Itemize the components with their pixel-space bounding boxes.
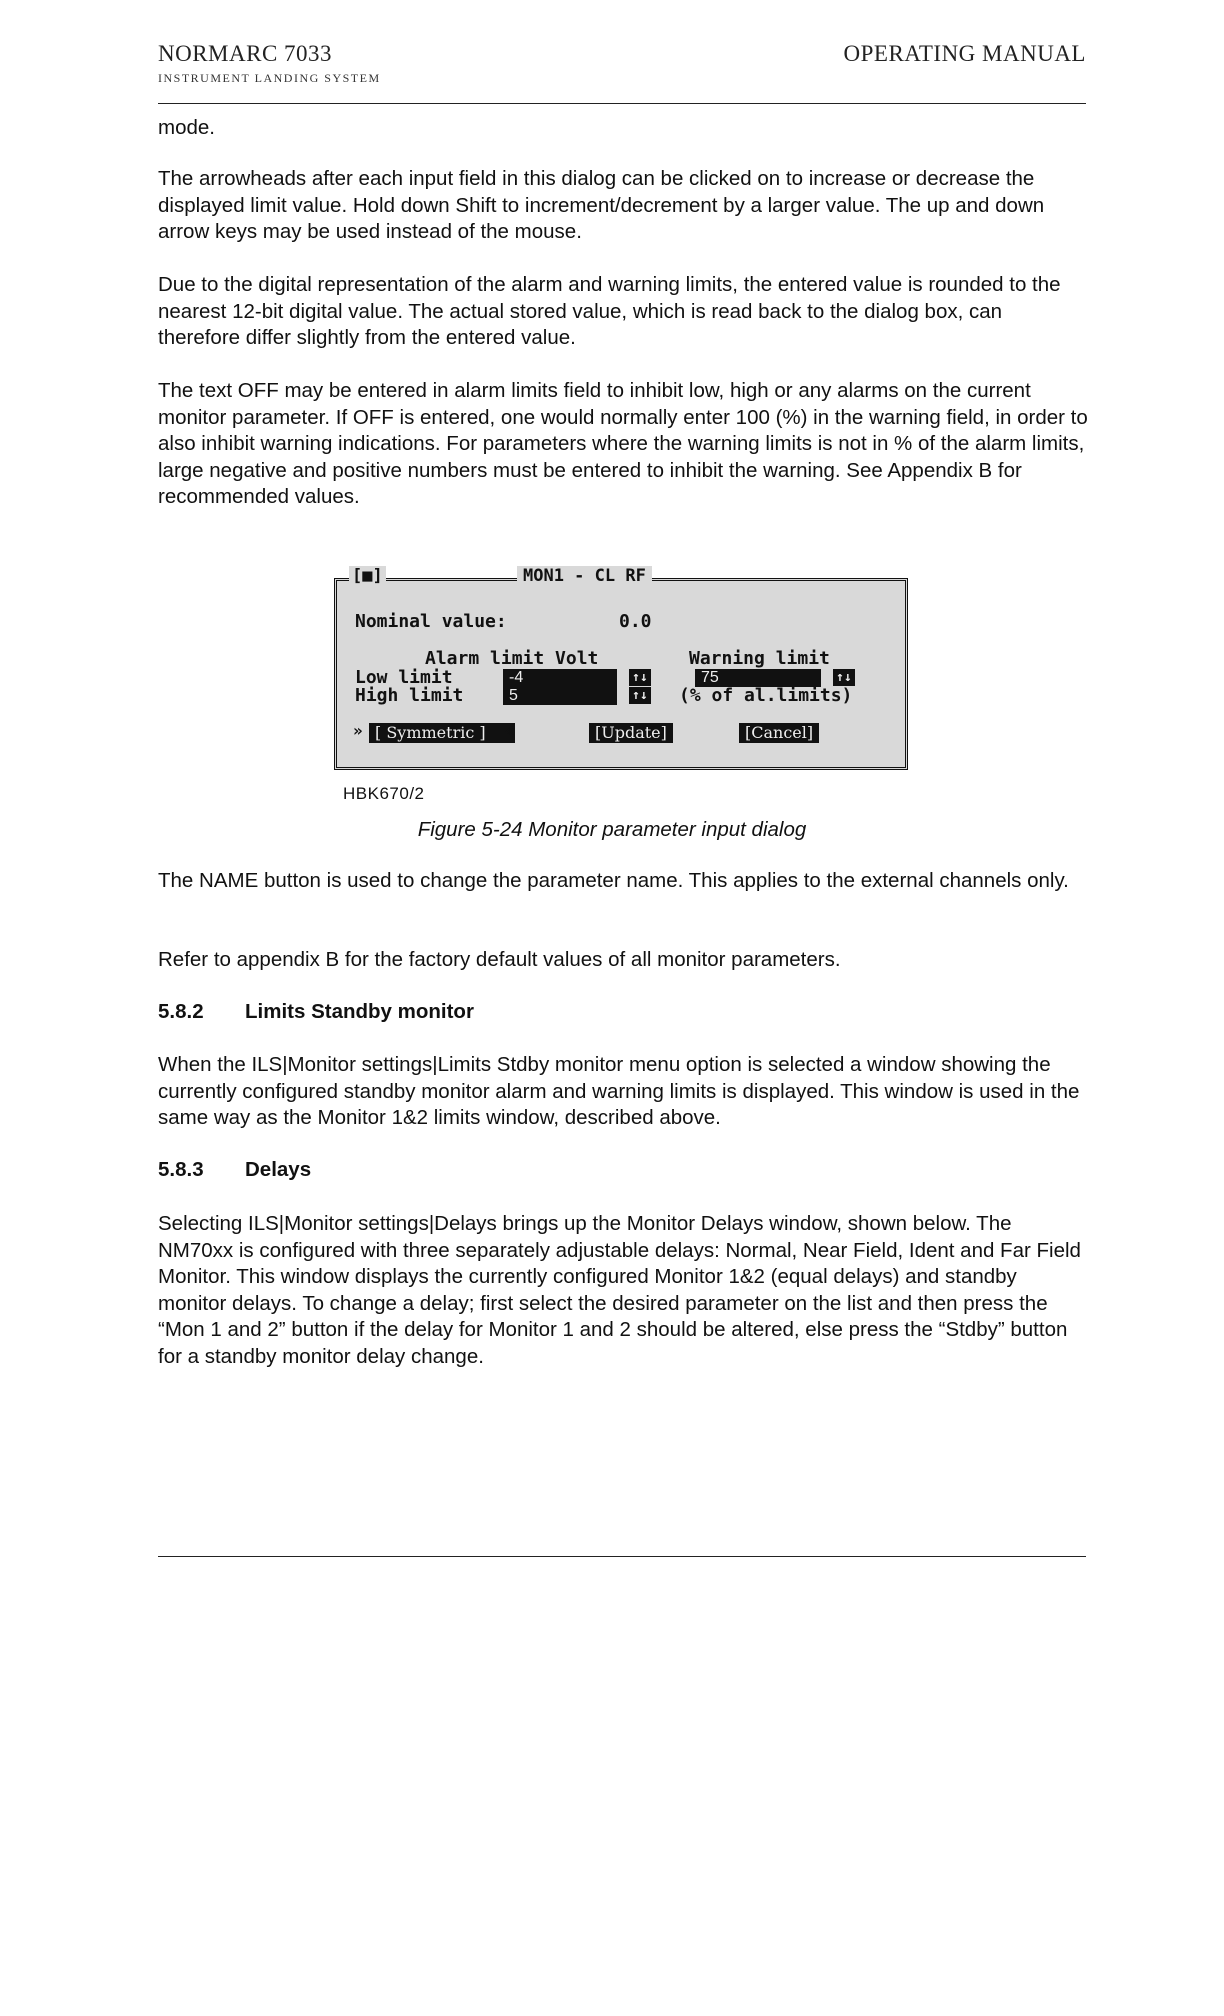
paragraph-delays: Selecting ILS|Monitor settings|Delays brings up the Monitor Delays window, shown below. The NM70xx is configured with three separately adjustable delays: Normal, Near Field, Ident and Far Field Monitor. This window displays the currently configured Monitor 1&2 (equal delays) and standby monitor delays. To change a delay; first select the desired parameter on the list and then press the “Mon 1 and 2” button if the delay for Monitor 1 and 2 should be altered, else press the “Stdby” button for a standby monitor delay change. <box>158 1212 1081 1368</box>
focus-marker-left: » <box>353 721 363 740</box>
warning-limit-heading: Warning limit <box>689 648 830 669</box>
figure-code: HBK670/2 <box>343 784 425 803</box>
header-rule <box>158 103 1086 104</box>
paragraph-arrowheads: The arrowheads after each input field in this dialog can be clicked on to increase or decrease the displayed limit value. Hold down Shift to increment/decrement by a larger value. The up and down arrow keys may be used instead of the mouse. <box>158 167 1045 243</box>
monitor-parameter-dialog <box>334 566 908 770</box>
paragraph-digital-representation: Due to the digital representation of the alarm and warning limits, the entered value is rounded to the nearest 12-bit digital value. The actual stored value, which is read back to the dialog box, can therefore differ slightly from the entered value. <box>158 273 1061 349</box>
system-name: INSTRUMENT LANDING SYSTEM <box>158 71 381 85</box>
paragraph-standby-limits: When the ILS|Monitor settings|Limits Stdby monitor menu option is selected a window showing the currently configured standby monitor alarm and warning limits is displayed. This window is used in the same way as the Monitor 1&2 limits window, described above. <box>158 1053 1080 1129</box>
low-limit-label: Low limit <box>355 667 453 688</box>
manual-title: OPERATING MANUAL <box>843 41 1086 66</box>
section-number: 5.8.3 <box>158 1158 204 1181</box>
dialog-close-button[interactable]: [■] <box>349 566 386 586</box>
footer-rule <box>158 1556 1086 1557</box>
running-header-left <box>158 41 381 86</box>
warning-limit-field[interactable]: 75 <box>695 669 821 687</box>
section-heading-583 <box>158 1158 311 1182</box>
high-limit-field[interactable]: 5 <box>503 687 617 705</box>
product-name: NORMARC 7033 <box>158 41 333 66</box>
warning-limit-spin-icon[interactable]: ↑↓ <box>833 669 855 686</box>
paragraph-off-text: The text OFF may be entered in alarm limits field to inhibit low, high or any alarms on the current monitor parameter. If OFF is entered, one would normally enter 100 (%) in the warning field, in order to also inhibit warning indications. For parameters where the warning limits is not in % of the alarm limits, large negative and positive numbers must be entered to inhibit the warning. See Appendix B for recommended values. <box>158 379 1088 508</box>
dialog-title-bar <box>341 566 901 588</box>
section-heading-582 <box>158 1000 474 1024</box>
update-button[interactable]: [Update] <box>589 723 673 743</box>
symmetric-button[interactable]: [ Symmetric ] <box>369 723 515 743</box>
high-limit-label: High limit <box>355 685 464 706</box>
section-number: 5.8.2 <box>158 1000 204 1023</box>
figure-caption: Figure 5-24 Monitor parameter input dialog <box>417 818 807 841</box>
high-limit-spin-icon[interactable]: ↑↓ <box>629 687 651 704</box>
cancel-button[interactable]: [Cancel] <box>739 723 819 743</box>
percent-of-alarm-note: (% of al.limits) <box>679 685 853 706</box>
nominal-value-label: Nominal value: <box>355 611 507 632</box>
alarm-limit-heading: Alarm limit Volt <box>425 648 599 669</box>
nominal-value: 0.0 <box>619 611 652 632</box>
paragraph-refer-appendix: Refer to appendix B for the factory default values of all monitor parameters. <box>158 948 841 971</box>
section-title: Delays <box>245 1158 312 1181</box>
paragraph-name-button: The NAME button is used to change the parameter name. This applies to the external channels only. <box>158 869 1069 892</box>
low-limit-spin-icon[interactable]: ↑↓ <box>629 669 651 686</box>
paragraph-mode: mode. <box>158 116 215 139</box>
focus-marker-right: « <box>505 721 515 740</box>
low-limit-field[interactable]: -4 <box>503 669 617 687</box>
dialog-title: MON1 - CL RF <box>517 566 652 586</box>
section-title: Limits Standby monitor <box>245 1000 474 1023</box>
